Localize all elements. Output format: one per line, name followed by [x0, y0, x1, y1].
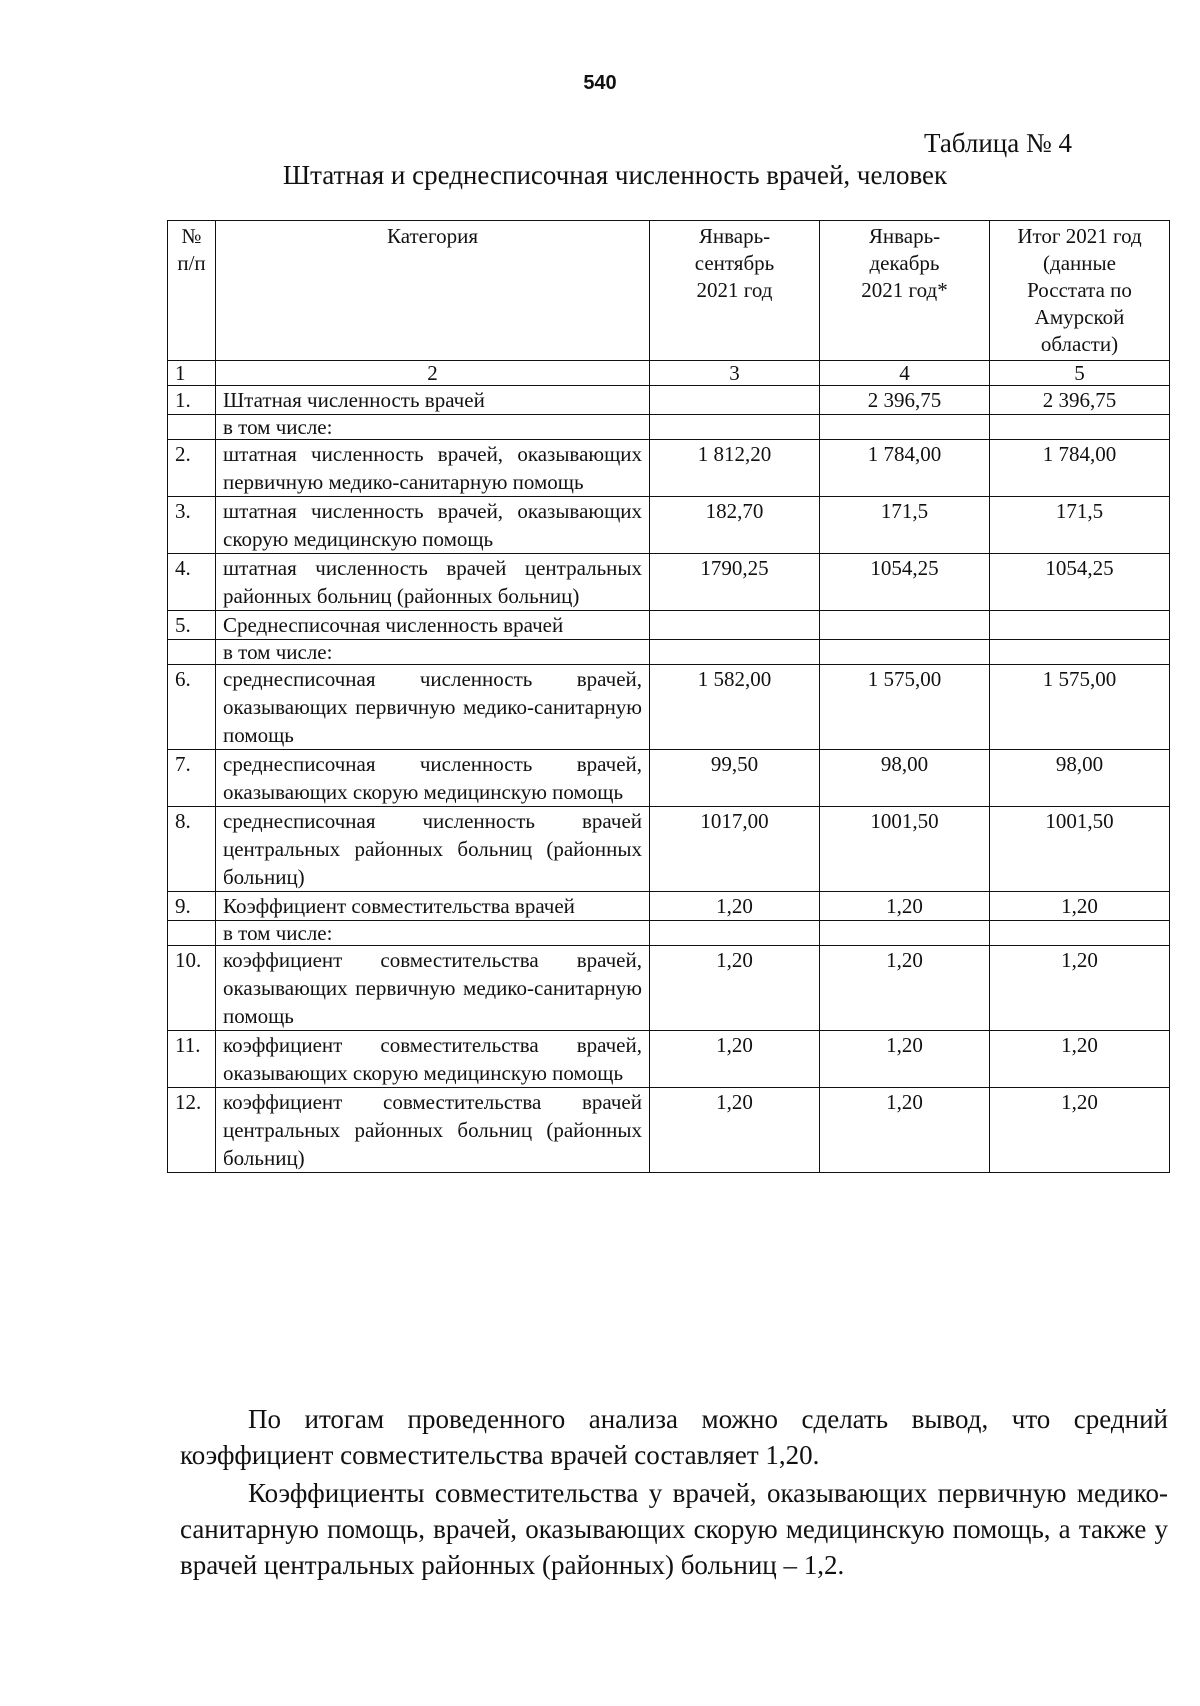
- jan-dec-cell: 2 396,75: [820, 386, 990, 415]
- jan-dec-cell: 1,20: [820, 946, 990, 1031]
- table-row: [168, 946, 1170, 1031]
- jan-dec-cell: 1054,25: [820, 554, 990, 611]
- header-jan-sep-line: Январь-: [698, 224, 771, 248]
- jan-sep-cell: 1,20: [650, 1031, 820, 1088]
- jan-dec-cell: 171,5: [820, 497, 990, 554]
- data-table: [167, 220, 1170, 1173]
- table-row: [168, 750, 1170, 807]
- total-cell: 1,20: [990, 1088, 1170, 1173]
- row-number-cell: 2.: [168, 440, 216, 497]
- header-jan-sep: [650, 221, 820, 361]
- total-cell: 1,20: [990, 946, 1170, 1031]
- jan-sep-cell: 1790,25: [650, 554, 820, 611]
- row-number-cell: 1.: [168, 386, 216, 415]
- table-row: [168, 1088, 1170, 1173]
- jan-dec-cell: 98,00: [820, 750, 990, 807]
- total-cell: 2 396,75: [990, 386, 1170, 415]
- category-cell: в том числе:: [216, 640, 650, 665]
- jan-dec-cell: 1 784,00: [820, 440, 990, 497]
- jan-sep-cell: 1 582,00: [650, 665, 820, 750]
- header-total-line: Итог 2021 год: [1017, 224, 1142, 248]
- total-cell: 98,00: [990, 750, 1170, 807]
- table-body: [168, 386, 1170, 1173]
- jan-dec-cell: [820, 415, 990, 440]
- header-number: [168, 221, 216, 361]
- total-cell: [990, 640, 1170, 665]
- page-number: 540: [583, 72, 617, 94]
- table-row: [168, 611, 1170, 640]
- header-total-line: Амурской: [1034, 305, 1125, 329]
- column-number: 4: [820, 361, 990, 386]
- header-number-line: №: [181, 224, 202, 248]
- header-total-line: области): [1040, 332, 1119, 356]
- column-number: 1: [168, 361, 216, 386]
- total-cell: 1,20: [990, 892, 1170, 921]
- row-number-cell: 11.: [168, 1031, 216, 1088]
- total-cell: 1001,50: [990, 807, 1170, 892]
- row-number-cell: [168, 415, 216, 440]
- category-cell: коэффициент совместительства врачей, оказывающих первичную медико-санитарную помощь: [216, 946, 650, 1031]
- header-category: [216, 221, 650, 361]
- row-number-cell: 12.: [168, 1088, 216, 1173]
- jan-dec-cell: 1 575,00: [820, 665, 990, 750]
- table-row: [168, 497, 1170, 554]
- jan-sep-cell: 1,20: [650, 946, 820, 1031]
- jan-dec-cell: [820, 611, 990, 640]
- category-cell: коэффициент совместительства врачей центральных районных больниц (районных больниц): [216, 1088, 650, 1173]
- category-cell: штатная численность врачей центральных районных больниц (районных больниц): [216, 554, 650, 611]
- jan-sep-cell: 1017,00: [650, 807, 820, 892]
- table-row: [168, 640, 1170, 665]
- table-row: [168, 415, 1170, 440]
- row-number-cell: 9.: [168, 892, 216, 921]
- table-row: [168, 1031, 1170, 1088]
- row-number-cell: [168, 640, 216, 665]
- header-jan-dec-line: Январь-: [868, 224, 941, 248]
- jan-sep-cell: [650, 640, 820, 665]
- jan-sep-cell: [650, 415, 820, 440]
- total-cell: [990, 611, 1170, 640]
- header-jan-sep-line: 2021 год: [696, 278, 773, 302]
- jan-dec-cell: [820, 640, 990, 665]
- jan-dec-cell: 1,20: [820, 1031, 990, 1088]
- row-number-cell: 6.: [168, 665, 216, 750]
- row-number-cell: [168, 921, 216, 946]
- total-cell: 1 784,00: [990, 440, 1170, 497]
- total-cell: [990, 921, 1170, 946]
- jan-sep-cell: 1,20: [650, 1088, 820, 1173]
- jan-dec-cell: 1,20: [820, 1088, 990, 1173]
- column-number-row: [168, 361, 1170, 386]
- category-cell: Среднесписочная численность врачей: [216, 611, 650, 640]
- table-row: [168, 665, 1170, 750]
- header-jan-dec-line: декабрь: [869, 251, 940, 275]
- table-label: Таблица № 4: [924, 128, 1072, 158]
- jan-sep-cell: 99,50: [650, 750, 820, 807]
- coefficients-paragraph: Коэффициенты совместительства у врачей, оказывающих первичную медико-санитарную помощь, врачей, оказывающих скорую медицинскую помощь, а также у врачей центральных районных (районных) больниц – 1,2.: [180, 1478, 1168, 1580]
- total-cell: 1054,25: [990, 554, 1170, 611]
- jan-sep-cell: 1 812,20: [650, 440, 820, 497]
- table-row: [168, 807, 1170, 892]
- total-cell: 1 575,00: [990, 665, 1170, 750]
- column-number: 2: [216, 361, 650, 386]
- header-total-line: (данные: [1043, 251, 1116, 275]
- row-number-cell: 8.: [168, 807, 216, 892]
- row-number-cell: 7.: [168, 750, 216, 807]
- jan-dec-cell: [820, 921, 990, 946]
- category-cell: штатная численность врачей, оказывающих первичную медико-санитарную помощь: [216, 440, 650, 497]
- conclusion-paragraph: По итогам проведенного анализа можно сделать вывод, что средний коэффициент совместительства врачей составляет 1,20.: [180, 1404, 1168, 1470]
- jan-sep-cell: 182,70: [650, 497, 820, 554]
- category-cell: Коэффициент совместительства врачей: [216, 892, 650, 921]
- table-row: [168, 921, 1170, 946]
- jan-dec-cell: 1001,50: [820, 807, 990, 892]
- table-row: [168, 554, 1170, 611]
- header-jan-dec: [820, 221, 990, 361]
- jan-sep-cell: [650, 921, 820, 946]
- category-cell: в том числе:: [216, 921, 650, 946]
- row-number-cell: 3.: [168, 497, 216, 554]
- category-cell: среднесписочная численность врачей, оказывающих первичную медико-санитарную помощь: [216, 665, 650, 750]
- row-number-cell: 5.: [168, 611, 216, 640]
- category-cell: штатная численность врачей, оказывающих скорую медицинскую помощь: [216, 497, 650, 554]
- table-header-row: [168, 221, 1170, 361]
- header-total: [990, 221, 1170, 361]
- row-number-cell: 10.: [168, 946, 216, 1031]
- table-row: [168, 386, 1170, 415]
- table-title: Штатная и среднесписочная численность врачей, человек: [282, 160, 948, 190]
- table-row: [168, 440, 1170, 497]
- total-cell: 1,20: [990, 1031, 1170, 1088]
- category-cell: среднесписочная численность врачей, оказывающих скорую медицинскую помощь: [216, 750, 650, 807]
- category-cell: коэффициент совместительства врачей, оказывающих скорую медицинскую помощь: [216, 1031, 650, 1088]
- header-jan-sep-line: сентябрь: [694, 251, 775, 275]
- header-jan-dec-line: 2021 год*: [861, 278, 948, 302]
- jan-sep-cell: [650, 611, 820, 640]
- row-number-cell: 4.: [168, 554, 216, 611]
- header-total-line: Росстата по: [1027, 278, 1132, 302]
- column-number: 3: [650, 361, 820, 386]
- header-number-line: п/п: [177, 251, 206, 275]
- total-cell: [990, 415, 1170, 440]
- jan-sep-cell: 1,20: [650, 892, 820, 921]
- category-cell: в том числе:: [216, 415, 650, 440]
- table-row: [168, 892, 1170, 921]
- category-cell: Штатная численность врачей: [216, 386, 650, 415]
- total-cell: 171,5: [990, 497, 1170, 554]
- jan-dec-cell: 1,20: [820, 892, 990, 921]
- category-cell: среднесписочная численность врачей центральных районных больниц (районных больниц): [216, 807, 650, 892]
- column-number: 5: [990, 361, 1170, 386]
- header-category-label: Категория: [387, 224, 478, 248]
- jan-sep-cell: [650, 386, 820, 415]
